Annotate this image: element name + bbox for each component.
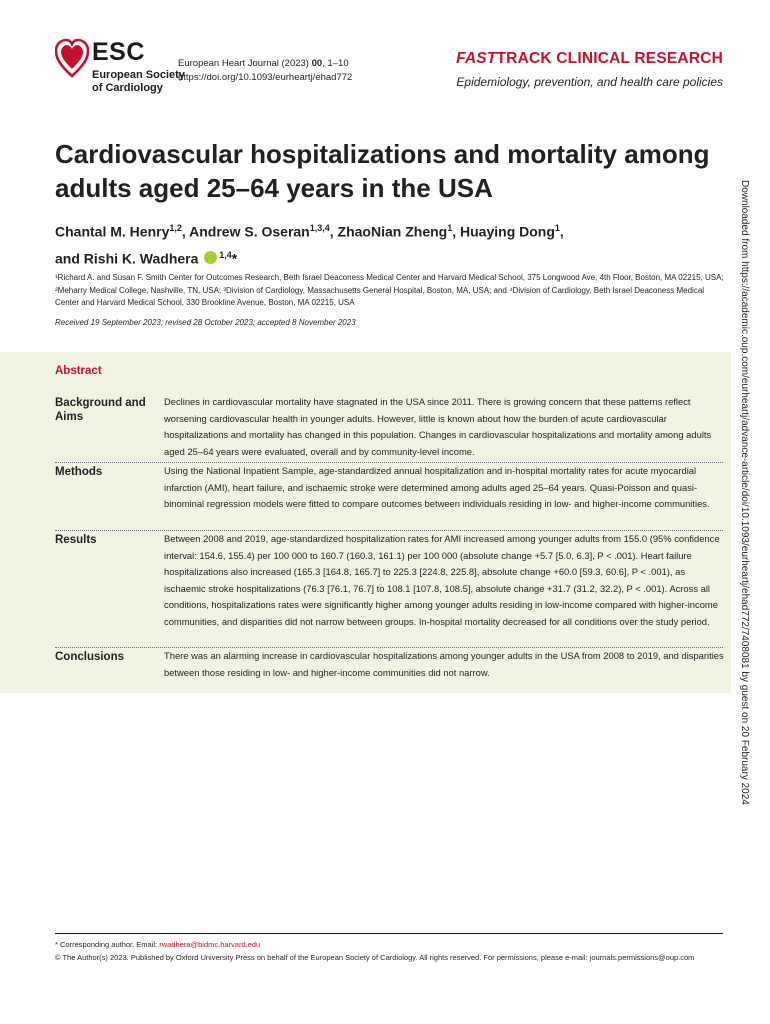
abstract-text-methods: Using the National Inpatient Sample, age-standardized annual hospitalization and in-hospital mortality rates for acute myocardial infarction (AMI), heart failure, and ischaemic stroke were determined among adults aged 25–64 years. Quasi-Poisson and quasi-binominal regression models were fitted to compare outcomes between individuals residing in low- and higher-income communities. <box>164 465 710 509</box>
journal-name: European Heart Journal (2023) <box>178 58 312 69</box>
corresponding-email-link[interactable]: rwadhera@bidmc.harvard.edu <box>159 940 261 949</box>
author-name[interactable]: and Rishi K. Wadhera <box>55 250 199 267</box>
abstract-heading: Abstract <box>55 365 102 377</box>
affiliations: ¹Richard A. and Susan F. Smith Center for Outcomes Research, Beth Israel Deaconess Medical Center and Harvard Medical School, 375 Longwood Ave, 4th Floor, Boston, MA 02215, USA; ²Meharry Medical College, Nashville, TN, USA; ³Division of Cardiology, Massachusetts General Hospital, Boston, MA, USA; and ⁴Division of Cardiology, Beth Israel Deaconess Medical Center and Harvard Medical School, 330 Brookline Avenue, Boston, MA 02215, USA <box>55 273 724 307</box>
author-affil-sup: 1,3,4 <box>309 223 330 233</box>
corresponding-author-note <box>55 940 260 949</box>
abstract-label-results: Results <box>55 534 97 546</box>
abstract-label-conclusions: Conclusions <box>55 651 125 663</box>
author-list <box>55 217 735 270</box>
esc-logo-text: ESC <box>92 38 145 66</box>
fasttrack-prefix: FAST <box>456 50 497 67</box>
footnote-rule <box>55 933 723 934</box>
author-separator: , <box>559 223 564 240</box>
esc-logo-subtitle <box>92 69 185 95</box>
journal-citation <box>178 57 352 85</box>
author-name[interactable]: ZhaoNian Zheng <box>337 223 448 240</box>
article-dates: Received 19 September 2023; revised 28 October 2023; accepted 8 November 2023 <box>55 318 356 327</box>
download-notice-text: Downloaded from https://academic.oup.com/eurheartj/advance-article/doi/10.1093/eurheartj/ehad772/7408081 by guest on 20 February 2024 <box>739 180 750 805</box>
corresponding-asterisk: * <box>231 250 238 267</box>
author-name[interactable]: Chantal M. Henry <box>55 223 170 240</box>
doi-link[interactable]: https://doi.org/10.1093/eurheartj/ehad772 <box>178 72 353 83</box>
journal-volume: 00 <box>311 58 323 69</box>
corresponding-label: * Corresponding author. Email: <box>55 940 160 949</box>
author-affil-sup: 1 <box>554 223 560 233</box>
abstract-label-background: Background and Aims <box>55 397 146 423</box>
abstract-label-methods: Methods <box>55 466 103 478</box>
orcid-icon[interactable] <box>204 251 217 264</box>
journal-pages: , 1–10 <box>322 58 349 69</box>
article-title: Cardiovascular hospitalizations and mortality among adults aged 25–64 years in the USA <box>55 139 710 203</box>
author-separator: , <box>452 223 461 240</box>
author-affil-sup: 1,4 <box>219 249 232 260</box>
logo-line-1: European Society <box>92 69 185 81</box>
author-name[interactable]: Andrew S. Oseran <box>189 223 310 240</box>
abstract-text-results: Between 2008 and 2019, age-standardized hospitalization rates for AMI increased among younger adults from 155.0 (95% confidence interval: 154.6, 155.4) per 100 000 to 160.7 (160.3, 161.1) per 100 000 (absolute change +5.7 [5.0, 6.3], P < .001). Heart failure hospitalizations also increased (165.3 [164.8, 165.7] to 225.3 [224.8, 225.8], absolute change +60.0 [59.3, 60.6], P < .001), as ischaemic stroke hospitalizations (76.3 [76.1, 76.7] to 108.1 [107.8, 108.5], absolute change +31.7 (31.2, 32.2), P < .001). Across all conditions, hospitalizations rates were significantly higher among younger adults residing in low-income compared with higher-income communities, and disparities did not narrow between groups. In-hospital mortality decreased for all conditions over the study period. <box>164 533 720 627</box>
author-name[interactable]: Huaying Dong <box>460 223 555 240</box>
author-affil-sup: 1 <box>447 223 453 233</box>
author-separator: , <box>181 223 190 240</box>
abstract-text-background: Declines in cardiovascular mortality have stagnated in the USA since 2011. There is growing concern that these patterns reflect worsening cardiovascular health in younger adults. However, little is known about how the burden of acute cardiovascular hospitalizations and mortality has changed in this population. Changes in cardiovascular hospitalizations and mortality among adults aged 25–64 years were evaluated, overall and by community-level income. <box>164 396 712 457</box>
section-label: Epidemiology, prevention, and health care policies <box>456 75 723 89</box>
author-affil-sup: 1,2 <box>169 223 182 233</box>
article-type-label <box>456 50 723 68</box>
abstract-text-conclusions: There was an alarming increase in cardiovascular hospitalizations among younger adults in the USA from 2008 to 2019, and disparities between those residing in low- and higher-income communities did not narrow. <box>164 650 724 678</box>
download-notice-sidebar <box>736 180 760 840</box>
esc-heart-logo-icon <box>55 38 89 78</box>
fasttrack-suffix: TRACK CLINICAL RESEARCH <box>496 50 723 67</box>
author-separator: , <box>329 223 338 240</box>
copyright-notice: © The Author(s) 2023. Published by Oxford University Press on behalf of the European Society of Cardiology. All rights reserved. For permissions, please e-mail: journals.permissions@oup.com <box>55 953 695 962</box>
logo-line-2: of Cardiology <box>92 82 163 94</box>
